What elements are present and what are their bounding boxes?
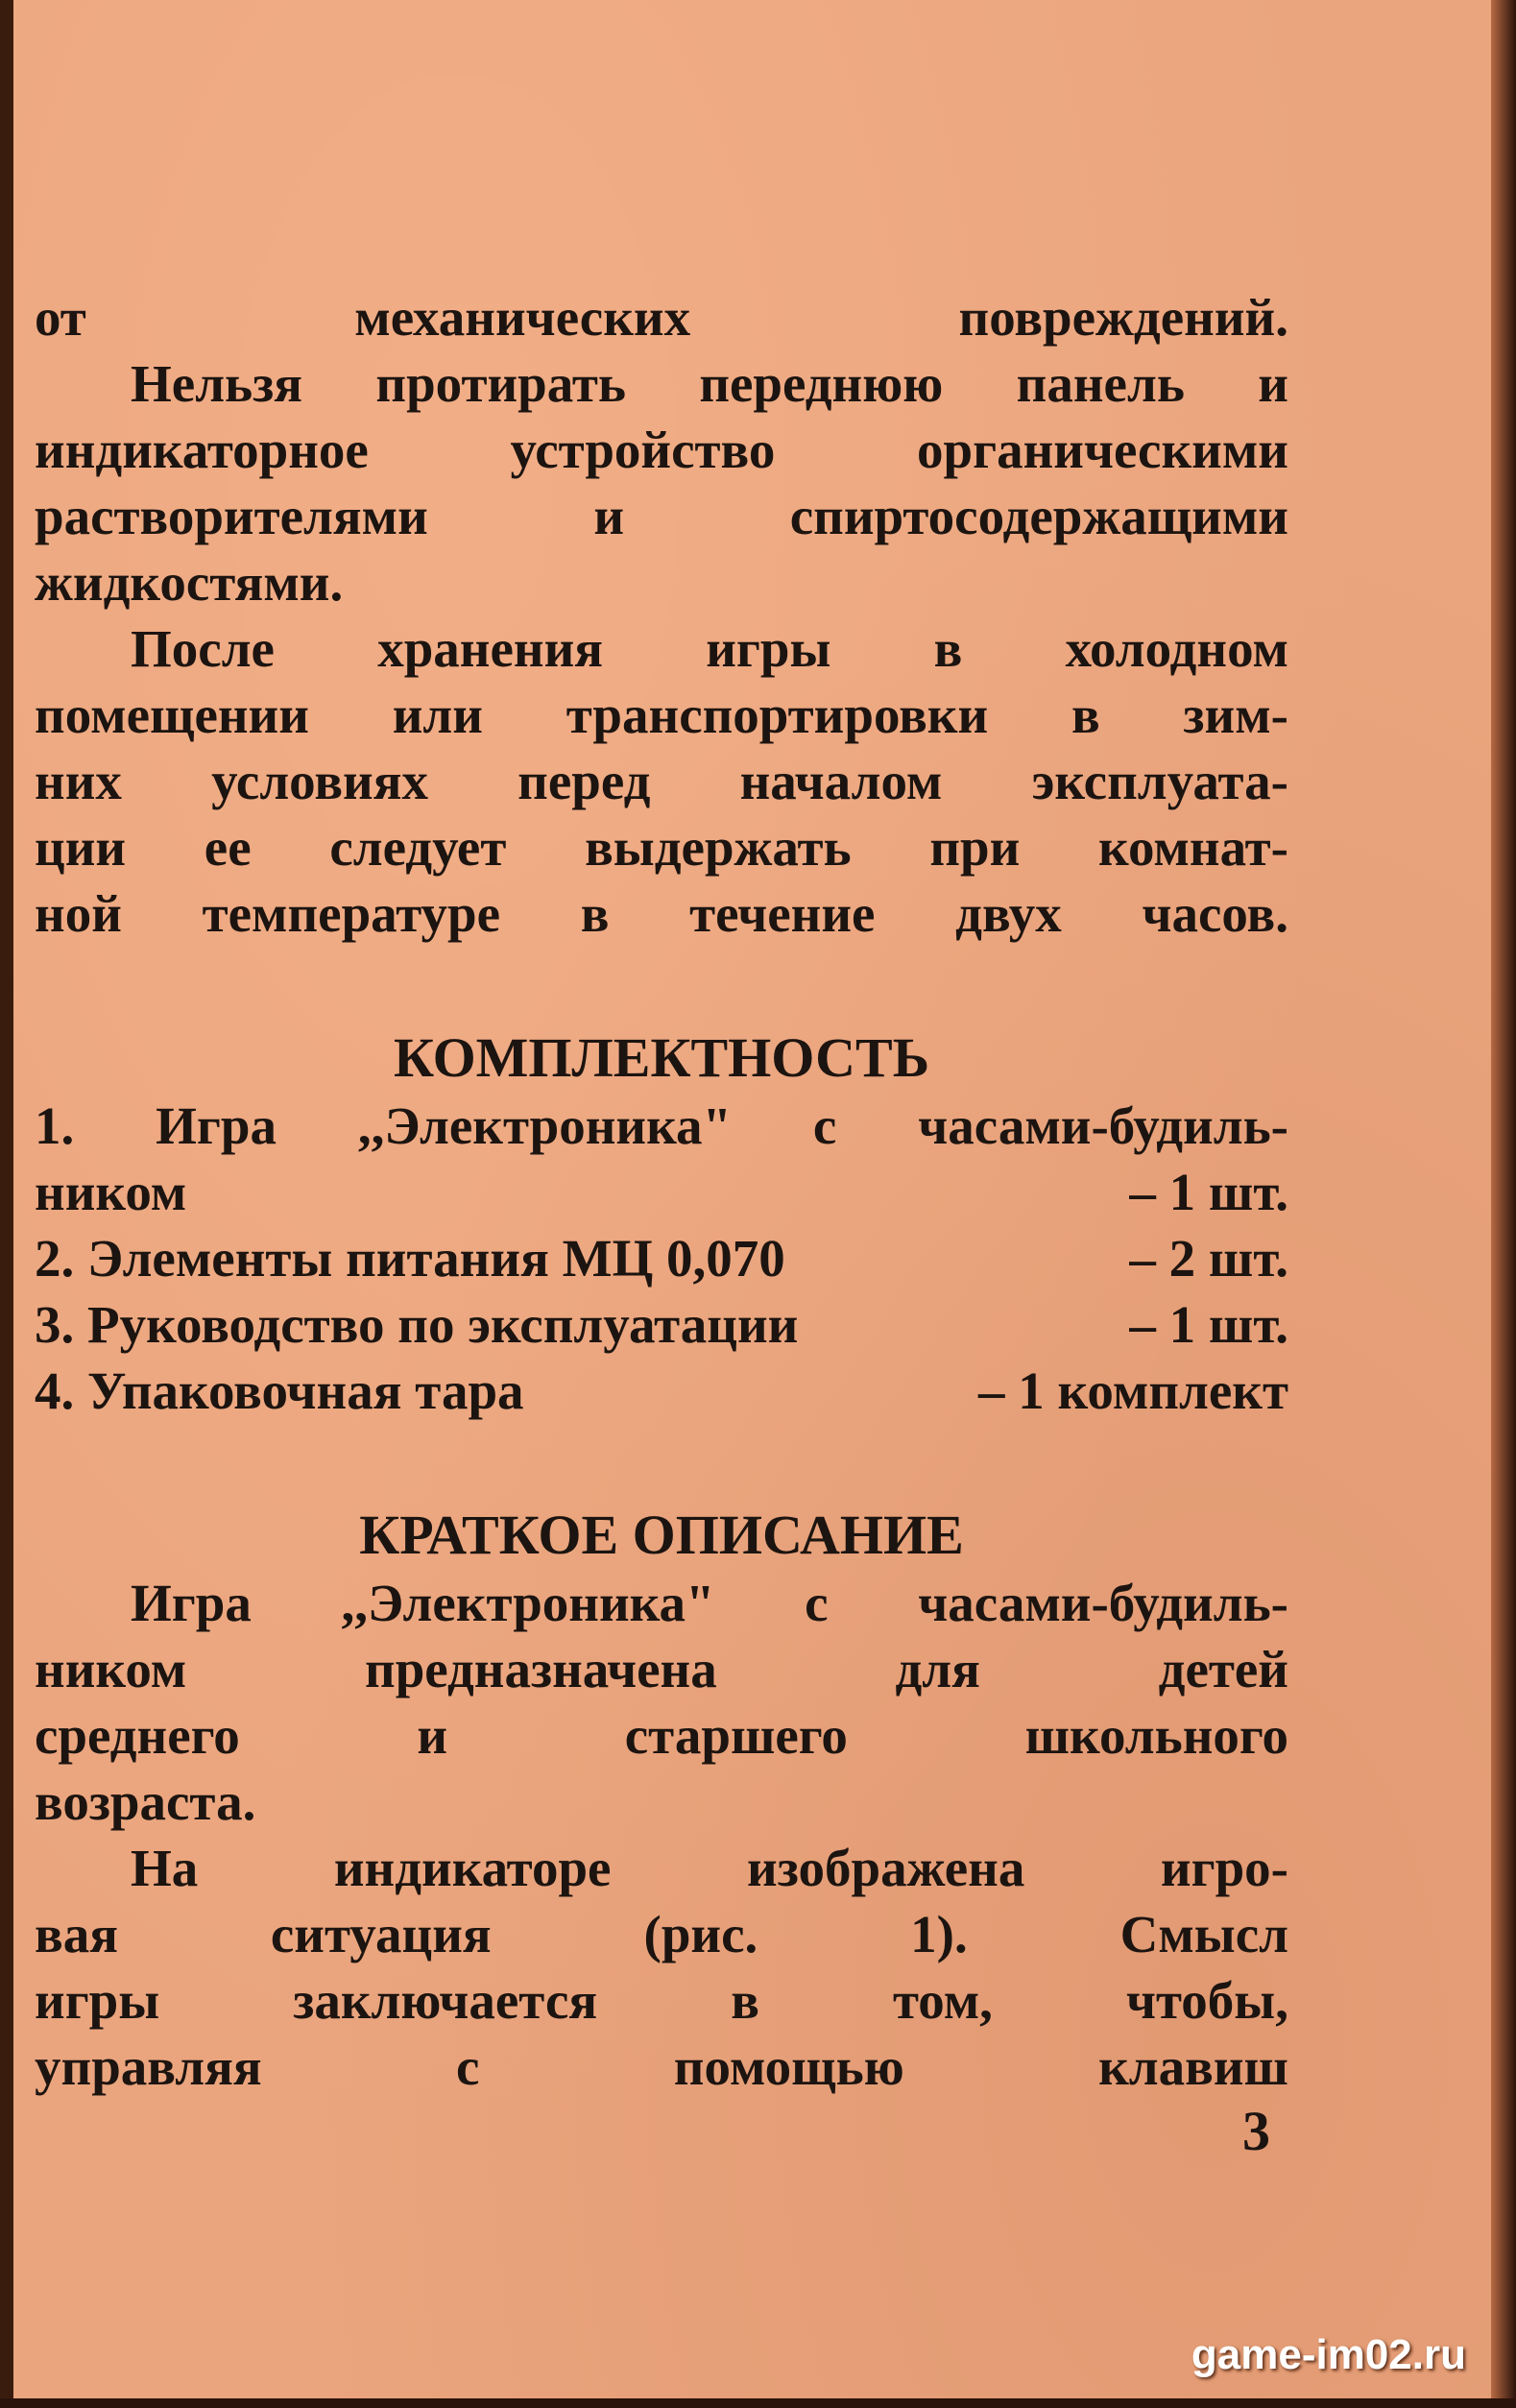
text-line: ции ее следует выдержать при комнат- — [35, 818, 1288, 877]
kit-item-qty: – 1 комплект — [977, 1361, 1288, 1420]
kit-item-name: ником — [35, 1163, 187, 1221]
care-instructions — [35, 284, 1288, 947]
kit-item-qty: – 1 шт. — [1129, 1295, 1288, 1354]
text-line: вая ситуация (рис. 1). Смысл — [35, 1905, 1288, 1963]
page-content — [35, 284, 1288, 2100]
kit-heading: КОМПЛЕКТНОСТЬ — [393, 1026, 930, 1089]
kit-item-2 — [35, 1225, 1288, 1291]
kit-item-3 — [35, 1291, 1288, 1358]
kit-item-name: 3. Руководство по эксплуатации — [35, 1295, 799, 1354]
scan-edge-left — [0, 0, 13, 2408]
kit-item-1-line: 1. Игра ,,Электроника" с часами-будиль- — [35, 1096, 1288, 1155]
scan-edge-right — [1491, 0, 1516, 2408]
text-line: от механических повреждений. — [35, 288, 1288, 347]
text-line: игры заключается в том, чтобы, — [35, 1971, 1288, 2030]
text-line: индикаторное устройство органическими — [35, 421, 1288, 479]
text-line: них условиях перед началом эксплуата- — [35, 752, 1288, 810]
text-line: жидкостями. — [35, 553, 344, 612]
text-line: После хранения игры в холодном — [131, 619, 1288, 678]
watermark: game-im02.ru — [1191, 2331, 1466, 2378]
kit-list — [35, 1093, 1288, 1424]
kit-item-1 — [35, 1159, 1288, 1225]
text-line: возраста. — [35, 1772, 256, 1831]
text-line: Нельзя протирать переднюю панель и — [131, 354, 1288, 413]
kit-item-qty: – 1 шт. — [1129, 1163, 1288, 1221]
kit-item-name: 2. Элементы питания МЦ 0,070 — [35, 1229, 785, 1288]
description-heading: КРАТКОЕ ОПИСАНИЕ — [359, 1504, 964, 1566]
text-line: Игра ,,Электроника" с часами-будиль- — [131, 1574, 1288, 1632]
text-line: управляя с помощью клавиш — [35, 2037, 1288, 2096]
text-line: среднего и старшего школьного — [35, 1706, 1288, 1765]
text-line: помещении или транспортировки в зим- — [35, 686, 1288, 744]
text-line: На индикаторе изображена игро- — [131, 1839, 1288, 1897]
text-line: растворителями и спиртосодержащими — [35, 487, 1288, 545]
page-number: 3 — [1242, 2100, 1270, 2162]
kit-item-name: 4. Упаковочная тара — [35, 1361, 524, 1420]
description-text — [35, 1570, 1288, 2100]
kit-item-qty: – 2 шт. — [1129, 1229, 1288, 1288]
kit-item-4 — [35, 1358, 1288, 1424]
scan-edge-bottom — [0, 2398, 1516, 2408]
text-line: ником предназначена для детей — [35, 1640, 1288, 1698]
text-line: ной температуре в течение двух часов. — [35, 884, 1288, 943]
